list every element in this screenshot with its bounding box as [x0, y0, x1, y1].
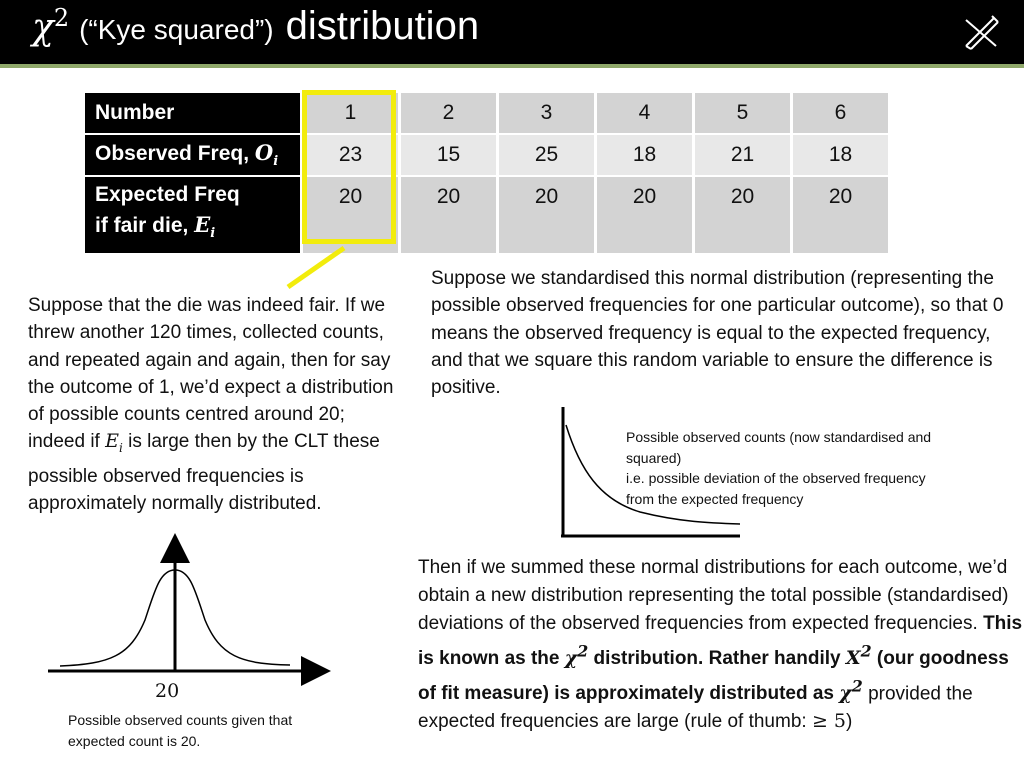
- normal-center-label: 20: [155, 680, 180, 702]
- row-header-observed: Observed Freq, $O_i$: [85, 134, 302, 176]
- right-explanation: Suppose we standardised this normal distribution (representing the possible observed frequencies for one particular outcome), so that 0 means the observed frequency is equal to the expected frequency, and that we square this random variable to ensure the difference is positive.: [431, 268, 1004, 399]
- expected-cell: 20: [400, 176, 498, 254]
- row-header-number: Number: [85, 93, 302, 134]
- number-cell: 2: [400, 93, 498, 134]
- observed-cell: 18: [596, 134, 694, 176]
- observed-cell: 18: [792, 134, 889, 176]
- observed-cell: 25: [498, 134, 596, 176]
- number-cell: 3: [498, 93, 596, 134]
- expected-cell: 20: [792, 176, 889, 254]
- expected-cell: 20: [694, 176, 792, 254]
- number-cell: 6: [792, 93, 889, 134]
- squared-caption: Possible observed counts (now standardised and squared) i.e. possible deviation of the observed frequency from the expected frequency: [626, 429, 932, 507]
- bottom-explanation: Then if we summed these normal distributions for each outcome, we’d obtain a new distribution representing the total possible (standardised) deviations of the observed frequencies from expected frequencies. This is known as the $\chi^2$ distribution. Rather handily $X^2$ (our goodness of fit measure) is approximately distributed as $\chi^2$ provided the expected frequencies are large (rule of thumb: ≥ 5): [418, 557, 1023, 732]
- expected-cell: 20: [596, 176, 694, 254]
- row-header-expected: Expected Freq if fair die, $E_i$: [85, 176, 302, 254]
- observed-cell: 21: [694, 134, 792, 176]
- number-cell: 4: [596, 93, 694, 134]
- expected-cell: 20: [302, 176, 400, 254]
- expected-cell: 20: [498, 176, 596, 254]
- normal-caption: Possible observed counts given that expected count is 20.: [68, 712, 293, 749]
- number-cell: 1: [302, 93, 400, 134]
- left-explanation: Suppose that the die was indeed fair. If we threw another 120 times, collected counts, and repeated again and again, then for say the outcome of 1, we’d expect a distribution of possible counts centred around 20; indeed if $E_i$ is large then by the CLT these possible observed frequencies is approximately normally distributed.: [28, 295, 394, 514]
- title-nickname: (“Kye squared”): [79, 14, 274, 45]
- chi-squared-symbol: $\chi^2$: [32, 4, 70, 48]
- observed-cell: 15: [400, 134, 498, 176]
- title-text: distribution: [285, 4, 480, 48]
- number-cell: 5: [694, 93, 792, 134]
- observed-cell: 23: [302, 134, 400, 176]
